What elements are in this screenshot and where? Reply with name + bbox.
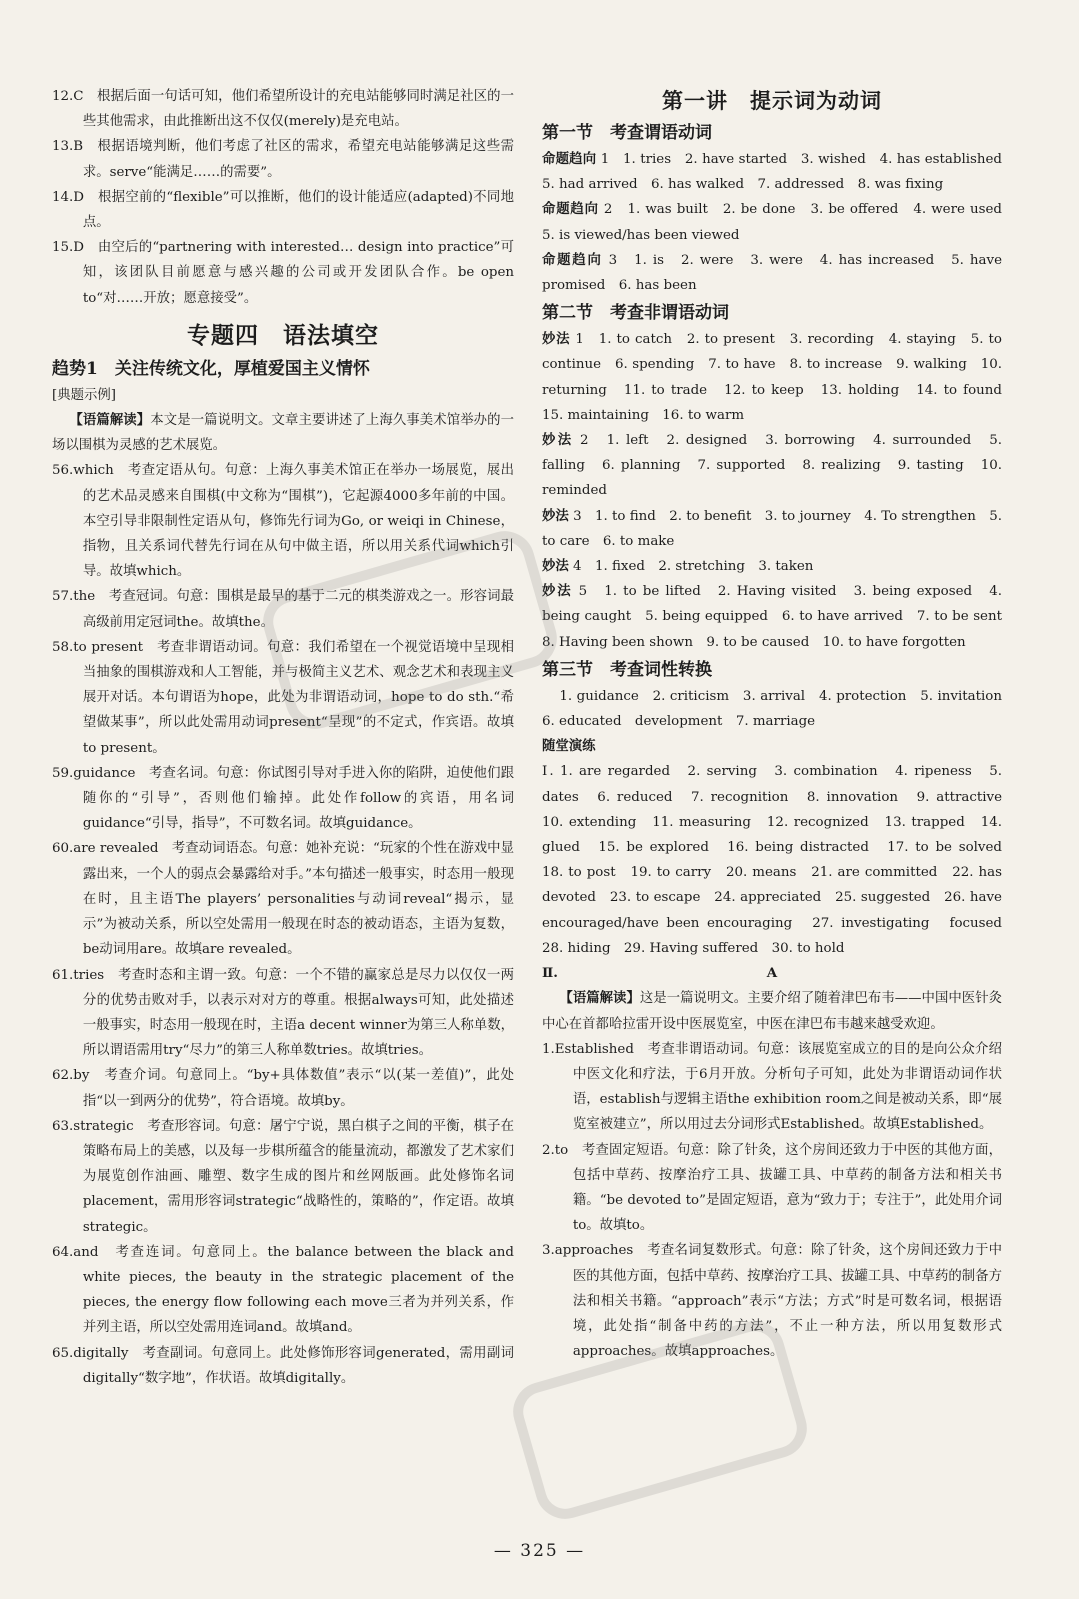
right-column (542, 84, 1016, 1364)
answer-item: 57.the 考查冠词。句意：围棋是最早的基于二元的棋类游戏之一。形容词最高级前用定冠词the。故填the。 (52, 589, 514, 630)
part-2-label: Ⅱ. (542, 965, 558, 982)
answer-item: 14.D 根据空前的“flexible”可以推断，他们的设计能适应(adapted)不同地点。 (52, 189, 514, 231)
interpretation-text: 本文是一篇说明文。文章主要讲述了上海久事美术馆举办的一场以围棋为灵感的艺术展览。 (52, 413, 515, 454)
section-3-title: 第三节 考查词性转换 (542, 659, 712, 680)
page-number-text: — 325 — (493, 1541, 586, 1561)
answer-row (542, 504, 1002, 554)
interpretation-text: 这是一篇说明文。主要介绍了随着津巴布韦——中国中医针灸中心在首都哈拉雷开设中医展览室，中医在津巴布韦越来越受欢迎。 (542, 991, 1003, 1032)
answer-list-top (52, 84, 514, 311)
row-label: 妙法 (542, 583, 573, 600)
answer-item: 56.which 考查定语从句。句意：上海久事美术馆正在举办一场展览，展出的艺术品灵感来自围棋(中文称为“围棋”)，它起源4000多年前的中国。本空引导非限制性定语从句，修饰先行词为Go, or weiqi in Chinese，指物，且关系词代替先行词在从句中做主语，所以用关系代词which引导。故填which。 (52, 463, 514, 580)
row-text: 3 1. to find 2. to benefit 3. to journey 4. To strengthen 5. to care 6. to make (542, 508, 1002, 549)
page-number (0, 1541, 1079, 1561)
lecture-title: 第一讲 提示词为动词 (662, 88, 882, 113)
section-2-title: 第二节 考查非谓语动词 (542, 303, 729, 324)
answer-item: 61.tries 考查时态和主谓一致。句意：一个不错的赢家总是尽力以仅仅一两分的优势击败对手，以表示对对方的尊重。根据always可知，此处描述一般事实，时态用一般现在时，主语a decent winner为第三人称单数，所以谓语需用try“尽力”的第三人称单数tries。故填tries。 (52, 967, 514, 1059)
example-tag: [典题示例] (52, 387, 117, 403)
interpretation-label: 【语篇解读】 (69, 412, 151, 429)
row-text: 2 1. left 2. designed 3. borrowing 4. surrounded 5. falling 6. planning 7. supported 8. realizing 9. tasting 10. reminded (542, 433, 1002, 499)
answer-item: 15.D 由空后的“partnering with interested… design into practice”可知，该团队目前愿意与感兴趣的公司或开发团队合作。be open to“对……开放；愿意接受”。 (52, 240, 514, 306)
answer-row (542, 327, 1016, 428)
row-label: 命题趋向 (542, 251, 603, 268)
answer-row: 1. guidance 2. criticism 3. arrival 4. protection 5. invitation 6. educated development 7. marriage (542, 688, 1016, 730)
interpretation-label: 【语篇解读】 (559, 990, 640, 1007)
part-2-header (542, 961, 1002, 986)
row-label: 妙法 (542, 331, 571, 348)
row-label: 妙法 (542, 432, 574, 449)
row-text: 5 1. to be lifted 2. Having visited 3. being exposed 4. being caught 5. being equipped 6. to have arrived 7. to be sent 8. Having been shown 9. to be caused 10. to have forgotten (542, 584, 1016, 650)
answer-row (542, 579, 1016, 655)
answer-item: 62.by 考查介词。句意同上。“by+具体数值”表示“以(某一差值)”，此处指“以一到两分的优势”，符合语境。故填by。 (52, 1068, 514, 1109)
practice-label: 随堂演练 (542, 738, 596, 755)
row-text: 1 1. to catch 2. to present 3. recording 4. staying 5. to continue 6. spending 7. to have 8. to increase 9. walking 10. returning 11. to trade 12. to keep 13. holding 14. to found 15. maintaining 16. to warm (542, 332, 1016, 423)
row-text: 3 1. is 2. were 3. were 4. has increased 5. have promised 6. has been (542, 252, 1003, 294)
answer-item: 64.and 考查连词。句意同上。the balance between the black and white pieces, the beauty in the strategic placement of the pieces, the energy flow following each move三者为并列关系，作并列主语，所以空处需用连词and。故填and。 (52, 1244, 514, 1336)
answer-item: 59.guidance 考查名词。句意：你试图引导对手进入你的陷阱，迫使他们跟随你的“引导”，否则他们输掉。此处作follow的宾语，用名词guidance“引导，指导”，不可数名词。故填guidance。 (52, 765, 514, 832)
topic-title: 专题四 语法填空 (187, 321, 379, 349)
row-label: 命题趋向 (542, 151, 597, 167)
answer-item: 13.B 根据语境判断，他们考虑了社区的需求，希望充电站能够满足这些需求。serve“能满足……的需要”。 (52, 139, 514, 180)
row-label: 妙法 (542, 558, 569, 575)
trend-title: 趋势1 关注传统文化，厚植爱国主义情怀 (52, 358, 370, 379)
passage-interpretation (52, 408, 514, 458)
answer-row (542, 428, 1002, 504)
answer-row (542, 147, 1016, 197)
row-text: 2 1. was built 2. be done 3. be offered 4. were used 5. is viewed/has been viewed (542, 202, 1016, 243)
answer-row (542, 248, 1002, 298)
answer-item: 1.Established 考查非谓语动词。句意：该展览室成立的目的是向公众介绍中医文化和疗法，于6月开放。分析句子可知，此处为非谓语动词作状语，establish与逻辑主语the exhibition room之间是被动关系，即“展览室被建立”，所以用过去分词形式Established。故填Established。 (542, 1041, 1002, 1133)
answer-item: 3.approaches 考查名词复数形式。句意：除了针灸，这个房间还致力于中医的其他方面，包括中草药、按摩治疗工具、拔罐工具、中草药的制备方法和相关书籍。“approach”表示“方法；方式”时是可数名词，根据语境，此处指“制备中药的方法”，不止一种方法，所以用复数形式approaches。故填approaches。 (542, 1243, 1002, 1360)
left-column (52, 84, 514, 1391)
passage-interpretation (542, 986, 1002, 1036)
row-label: 命题趋向 (542, 201, 599, 218)
part-2-letter: A (766, 965, 778, 982)
answer-row (542, 197, 1016, 247)
answer-item: 65.digitally 考查副词。句意同上。此处修饰形容词generated，需用副词digitally“数字地”，作状语。故填digitally。 (52, 1345, 514, 1386)
answer-item: 63.strategic 考查形容词。句意：屠宁宁说，黑白棋子之间的平衡，棋子在策略布局上的美感，以及每一步棋所蕴含的能量流动，都激发了艺术家们为展览创作油画、雕塑、数字生成的图片和丝网版画。此处修饰名词placement，需用形容词strategic“战略性的，策略的”，作定语。故填strategic。 (52, 1118, 514, 1235)
answer-item: 60.are revealed 考查动词语态。句意：她补充说：“玩家的个性在游戏中显露出来，一个人的弱点会暴露给对手。”本句描述一般事实，时态用一般现在时，且主语The players’ personalities与动词reveal“揭示，显示”为被动关系，所以空处需用一般现在时态的被动语态，主语为复数，be动词用are。故填are revealed。 (52, 841, 514, 958)
section-1-title: 第一节 考查谓语动词 (542, 123, 712, 143)
practice-answers: Ⅰ. 1. are regarded 2. serving 3. combination 4. ripeness 5. dates 6. reduced 7. recognition 8. innovation 9. attractive 10. extending 11. measuring 12. recognized 13. trapped 14. glued 15. be explored 16. being distracted 17. to be solved 18. to post 19. to carry 20. means 21. are committed 22. has devoted 23. to escape 24. appreciated 25. suggested 26. have encouraged/have been encouraging 27. investigating focused 28. hiding 29. Having suffered 30. to hold (542, 764, 1016, 956)
answer-item: 2.to 考查固定短语。句意：除了针灸，这个房间还致力于中医的其他方面，包括中草药、按摩治疗工具、拔罐工具、中草药的制备方法和相关书籍。“be devoted to”是固定短语，意为“致力于；专注于”，此处用介词to。故填to。 (542, 1142, 1002, 1234)
answer-item: 58.to present 考查非谓语动词。句意：我们希望在一个视觉语境中呈现相当抽象的围棋游戏和人工智能，并与极简主义艺术、观念艺术和表现主义展开对话。本句谓语为hope，此处为非谓语动词，hope to do sth.“希望做某事”，所以此处需用动词present“呈现”的不定式，作宾语。故填to present。 (52, 639, 514, 756)
row-label: 妙法 (542, 507, 569, 524)
row-text: 4 1. fixed 2. stretching 3. taken (573, 559, 814, 575)
answer-row (542, 554, 1002, 579)
row-text: 1 1. tries 2. have started 3. wished 4. has established 5. had arrived 6. has walked 7. addressed 8. was fixing (542, 152, 1016, 193)
answer-item: 12.C 根据后面一句话可知，他们希望所设计的充电站能够同时满足社区的一些其他需求，由此推断出这不仅仅(merely)是充电站。 (52, 89, 514, 130)
